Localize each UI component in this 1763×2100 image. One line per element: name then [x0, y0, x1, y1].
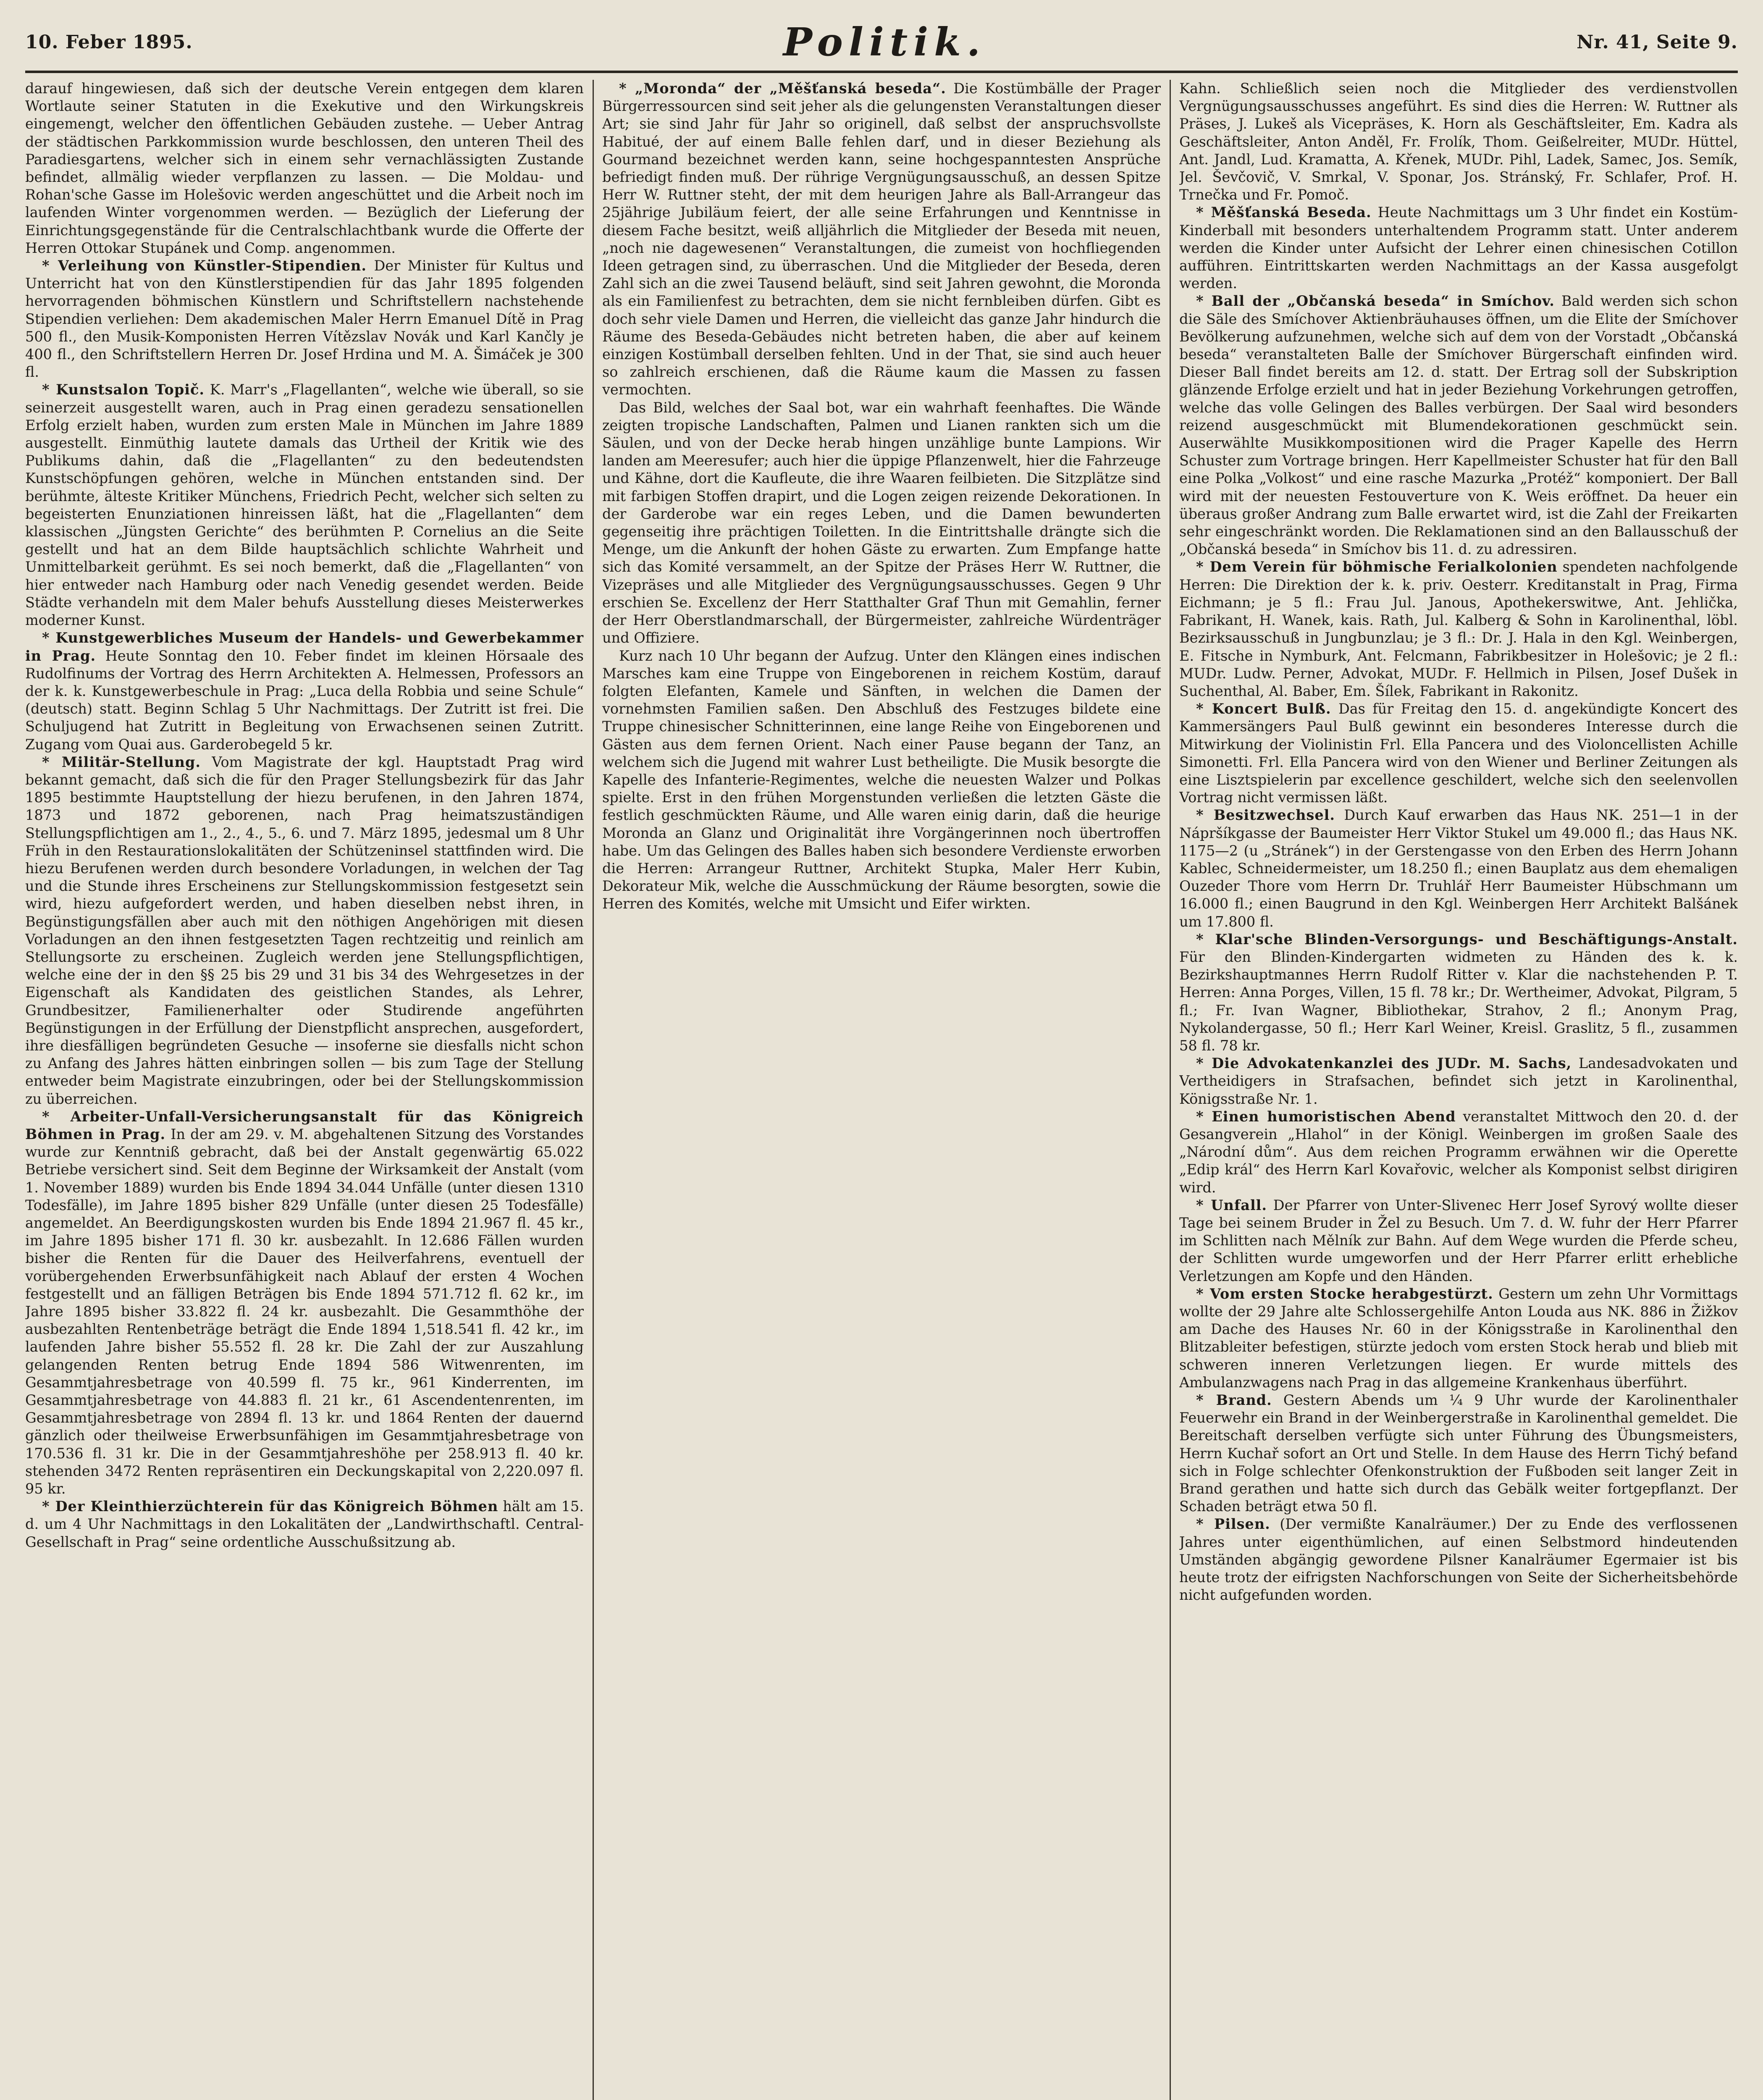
column-1 — [25, 80, 584, 2100]
article-paragraph — [1179, 80, 1738, 204]
header-date: 10. Feber 1895. — [25, 31, 193, 53]
page-header — [25, 17, 1738, 67]
article-text: Das für Freitag den 15. d. angekündigte Koncert des Kammersängers Paul Bulß gewinnt ein besonderes Interesse durch die Mitwirkung der Violinistin Frl. Ella Pancera und des Violoncellisten Achille Simonetti. Frl. Ella Pancera wird von den Wiener und Berliner Zeitungen als eine Lisztspielerin par excellence geschildert, welche sich den seelenvollen Vortrag nicht vermissen läßt. — [1179, 701, 1738, 806]
article-heading: * Unfall. — [1196, 1197, 1267, 1213]
article-heading: * Arbeiter-Unfall-Versicherungsanstalt für das Königreich Böhmen in Prag. — [25, 1108, 584, 1142]
article-heading: * Die Advokatenkanzlei des JUDr. M. Sachs, — [1196, 1055, 1572, 1072]
article-paragraph — [25, 1108, 584, 1498]
article-paragraph — [1179, 931, 1738, 1055]
article-paragraph — [1179, 558, 1738, 700]
article-paragraph — [602, 80, 1161, 399]
article-text: Heute Sonntag den 10. Feber findet im kleinen Hörsaale des Rudolfinums der Vortrag des Herrn Architekten A. Helmessen, Professors an der k. k. Kunstgewerbeschule in Prag: „Luca della Robbia und seine Schule“ (deutsch) statt. Beginn Schlag 5 Uhr Nachmittags. Der Zutritt ist frei. Die Schuljugend hat Zutritt in Begleitung von Erwachsenen seinen Zutritt. Zugang vom Quai aus. Garderobegeld 5 kr. — [25, 647, 584, 753]
article-text: Kahn. Schließlich seien noch die Mitglieder des verdienstvollen Vergnügungsausschusses angeführt. Es sind dies die Herren: W. Ruttner als Präses, J. Lukeš als Vicepräses, K. Horn als Geschäftsleiter, Em. Kadra als Geschäftsleiter, Anton Anděl, Fr. Frolík, Thom. Geißelreiter, MUDr. Hüttel, Ant. Jandl, Lud. Kramatta, A. Křenek, MUDr. Pihl, Ladek, Samec, Jos. Semík, Jel. Ševčovič, V. Smrkal, V. Sponar, Jos. Stránský, Fr. Schlafer, Prof. H. Trnečka und Fr. Pomoč. — [1179, 80, 1738, 203]
column-separator — [593, 80, 594, 2100]
header-rule — [25, 71, 1738, 73]
article-heading: * Koncert Bulß. — [1196, 701, 1331, 717]
article-paragraph — [602, 647, 1161, 913]
article-heading: * Kunstsalon Topič. — [42, 381, 205, 398]
article-text: Der Pfarrer von Unter-Slivenec Herr Josef Syrový wollte dieser Tage bei seinem Bruder in Žel zu Besuch. Um 7. d. W. fuhr der Herr Pfarrer im Schlitten nach Mělník zur Bahn. Auf dem Wege wurden die Pferde scheu, der Schlitten wurde umgeworfen und der Herr Pfarrer erlitt erhebliche Verletzungen am Kopfe und den Händen. — [1179, 1197, 1738, 1284]
article-heading: * Militär-Stellung. — [42, 753, 201, 770]
article-paragraph — [25, 753, 584, 1108]
article-text: K. Marr's „Flagellanten“, welche wie überall, so sie seinerzeit ausgestellt waren, auch in Prag einen geradezu sensationellen Erfolg erzielt haben, wurden zum ersten Male in München im Jahre 1889 ausgestellt. Einmüthig lautete damals das Urtheil der Kritik wie des Publikums dahin, daß die „Flagellanten“ zu den bedeutendsten Kunstschöpfungen gehören, welche in München entstanden sind. Der berühmte, älteste Kritiker Münchens, Friedrich Pecht, welcher sich selten zu begeisterten Enunziationen hinreissen läßt, hat die „Flagellanten“ dem klassischen „Jüngsten Gerichte“ des berühmten P. Cornelius an die Seite gestellt und hat an dem Bilde hauptsächlich schlichte Wahrheit und Unmittelbarkeit gerühmt. Es sei noch bemerkt, daß die „Flagellanten“ von hier entweder nach Hamburg oder nach Venedig gesendet werden. Beide Städte verhandeln mit dem Maler behufs Ausstellung dieses Meisterwerkes moderner Kunst. — [25, 381, 584, 629]
column-3 — [1179, 80, 1738, 2100]
article-paragraph — [1179, 1055, 1738, 1108]
article-paragraph — [1179, 1285, 1738, 1391]
column-separator — [1170, 80, 1171, 2100]
article-heading: * Měšťanská Beseda. — [1196, 204, 1372, 221]
article-text: Heute Nachmittags um 3 Uhr findet ein Kostüm-Kinderball mit besonders unterhaltendem Programm statt. Unter anderem werden die Kinder unter Aufsicht der Lehrer einen chinesischen Cotillon aufführen. Eintrittskarten werden Nachmittags an der Kassa ausgefolgt werden. — [1179, 204, 1738, 292]
article-text: Bald werden sich schon die Säle des Smíchover Aktienbräuhauses öffnen, um die Elite der Smíchover Bevölkerung aufzunehmen, welche sich auf dem von der Vorstadt „Občanská beseda“ veranstalteten Balle der Smíchover Bürgerschaft einfinden wird. Dieser Ball findet bereits am 12. d. statt. Der Ertrag soll der Subskription glänzende Erfolge erzielt und hat in jeder Beziehung Vorkehrungen getroffen, welche das volle Gelingen des Balles verbürgen. Der Saal wird besonders reizend ausgeschmückt mit Blumendekorationen geschmückt sein. Auserwählte Musikkompositionen wird die Prager Kapelle des Herrn Schuster zum Vortrage bringen. Herr Kapellmeister Schuster hat für den Ball eine Polka „Volkost“ und eine rasche Mazurka „Protéž“ komponiert. Der Ball wird mit der neuesten Festouverture von K. Weis eröffnet. Da heuer ein überaus großer Andrang zum Balle erwartet wird, ist die Zahl der Freikarten sehr eingeschränkt worden. Die Reklamationen sind an den Ballausschuß der „Občanská beseda“ in Smíchov bis 11. d. zu adressiren. — [1179, 293, 1738, 558]
article-text: Gestern um zehn Uhr Vormittags wollte der 29 Jahre alte Schlossergehilfe Anton Louda aus NK. 886 in Žižkov am Dache des Hauses Nr. 60 in der Königsstraße in Karolinenthal den Blitzableiter befestigen, stürzte jedoch vom ersten Stock herab und blieb mit schweren inneren Verletzungen liegen. Er wurde mittels des Ambulanzwagens nach Prag in das allgemeine Krankenhaus überführt. — [1179, 1285, 1738, 1391]
article-heading: * Der Kleinthierzüchterein für das Königreich Böhmen — [42, 1498, 498, 1515]
article-text: (Der vermißte Kanalräumer.) Der zu Ende des verflossenen Jahres unter eigenthümlichen, auf einen Selbstmord hindeutenden Umständen abgängig gewordene Pilsner Kanalräumer Egermaier ist bis heute trotz der eifrigsten Nachforschungen von Seite der Sicherheitsbehörde nicht aufgefunden worden. — [1179, 1516, 1738, 1604]
article-text: In der am 29. v. M. abgehaltenen Sitzung des Vorstandes wurde zur Kenntniß gebracht, daß bei der Anstalt gegenwärtig 65.022 Betriebe versichert sind. Seit dem Beginne der Wirksamkeit der Anstalt (vom 1. November 1889) wurden bis Ende 1894 34.044 Unfälle (unter diesen 1310 Todesfälle), im Jahre 1895 bisher 829 Unfälle (unter diesen 25 Todesfälle) angemeldet. An Beerdigungskosten wurden bis Ende 1894 21.967 fl. 45 kr., im Jahre 1895 bisher 171 fl. 30 kr. ausbezahlt. In 12.686 Fällen wurden bisher die Renten für die Dauer des Heilverfahrens, eventuell der vorübergehenden Erwerbsunfähigkeit nach Ablauf der ersten 4 Wochen festgestellt und an fälligen Beträgen bis Ende 1894 571.712 fl. 62 kr., im Jahre 1895 bisher 33.822 fl. 24 kr. ausbezahlt. Die Gesammthöhe der ausbezahlten Rentenbeträge beträgt die Ende 1894 1,518.541 fl. 42 kr., im laufenden Jahre bisher 55.552 fl. 28 kr. Die Zahl der zur Auszahlung gelangenden Renten betrug Ende 1894 586 Witwenrenten, im Gesammtjahresbetrage von 40.599 fl. 75 kr., 961 Kinderrenten, im Gesammtjahresbetrage von 44.883 fl. 21 kr., 61 Ascendentenrenten, im Gesammtjahresbetrage von 2894 fl. 13 kr. und 1864 Renten der dauernd gänzlich oder theilweise Erwerbsunfähigen im Gesammtjahresbetrage von 170.536 fl. 31 kr. Die in der Gesammtjahreshöhe per 258.913 fl. 40 kr. stehenden 3472 Renten repräsentiren ein Deckungskapital von 2,220.097 fl. 95 kr. — [25, 1126, 584, 1497]
article-text: Für den Blinden-Kindergarten widmeten zu Händen des k. k. Bezirkshauptmannes Herrn Rudolf Ritter v. Klar die nachstehenden P. T. Herren: Anna Porges, Villen, 15 fl. 78 kr.; Dr. Wertheimer, Advokat, Pilgram, 5 fl.; Fr. Ivan Wagner, Bibliothekar, Strahov, 2 fl.; Anonym Prag, Nykolandergasse, 50 fl.; Herr Karl Weiner, Kreisl. Graslitz, 5 fl., zusammen 58 fl. 78 kr. — [1179, 948, 1738, 1054]
article-heading: * Kunstgewerbliches Museum der Handels- und Gewerbekammer in Prag. — [25, 630, 584, 664]
article-text: Landesadvokaten und Vertheidigers in Strafsachen, befindet sich jetzt in Karolinenthal, Königsstraße Nr. 1. — [1179, 1055, 1738, 1107]
article-text: Vom Magistrate der kgl. Hauptstadt Prag wird bekannt gemacht, daß sich die für den Prager Stellungsbezirk für das Jahr 1895 bestimmte Hauptstellung der hiezu berufenen, in den Jahren 1874, 1873 und 1872 geborenen, nach Prag heimatszuständigen Stellungspflichtigen am 1., 2., 4., 5., 6. und 7. März 1895, jedesmal um 8 Uhr Früh in den Restaurationslokalitäten der Schützeninsel stattfinden wird. Die hiezu Berufenen werden durch besondere Vorladungen, in welchen der Tag und die Stunde ihres Erscheinens zur Stellungskommission festgesetzt sein wird, hiezu aufgefordert werden, und haben dieselben nebst ihren, in Begünstigungsfällen aber auch mit den nöthigen Angehörigen mit diesen Vorladungen an den ihnen festgesetzten Tagen rechtzeitig und reinlich am Stellungsorte zu erscheinen. Zugleich werden jene Stellungspflichtigen, welche eine der in den §§ 25 bis 29 und 31 bis 34 des Wehrgesetzes in der Eigenschaft als Kandidaten des geistlichen Standes, als Lehrer, Grundbesitzer, Familienerhalter oder Studirende angeführten Begünstigungen in der Erfüllung der Dienstpflicht ansprechen, ausgefordert, ihre diesfälligen begründeten Gesuche — insoferne sie diesfalls nicht schon zu Anfang des Jahres hätten einbringen sollen — bis zum Tage der Stellung entweder beim Magistrate einzubringen, oder bei der Stellungskommission zu überreichen. — [25, 753, 584, 1107]
article-paragraph — [1179, 292, 1738, 558]
article-paragraph — [25, 381, 584, 629]
article-paragraph — [1179, 1515, 1738, 1604]
article-heading: * Besitzwechsel. — [1196, 807, 1335, 824]
header-title: Politik. — [783, 19, 986, 65]
article-text: hält am 15. d. um 4 Uhr Nachmittags in den Lokalitäten der „Landwirthschaftl. Central-Gesellschaft in Prag“ seine ordentliche Ausschußsitzung ab. — [25, 1498, 584, 1550]
article-paragraph — [25, 1498, 584, 1551]
article-heading: * Einen humoristischen Abend — [1196, 1108, 1456, 1125]
article-paragraph — [1179, 806, 1738, 930]
article-text: Das Bild, welches der Saal bot, war ein wahrhaft feenhaftes. Die Wände zeigten tropische Landschaften, Palmen und Lianen rankten sich um die Säulen, und von der Decke herab hingen unzählige bunte Lampions. Wir landen am Meeresufer; auch hier die üppige Pflanzenwelt, hier die Fahrzeuge und Kähne, dort die Kaufleute, die ihre Waaren feilbieten. Die Sitzplätze sind mit farbigen Stoffen drapirt, und die Logen zeigen reizende Dekorationen. In der Garderobe war ein reges Leben, und die Damen bewunderten gegenseitig ihre prächtigen Toiletten. In die Eintrittshalle drängte sich die Menge, um die Ankunft der hohen Gäste zu erwarten. Zum Empfange hatte sich das Komité versammelt, an der Spitze der Präses Herr W. Ruttner, die Vizepräses und alle Mitglieder des Vergnügungsausschusses. Gegen 9 Uhr erschien Se. Excellenz der Herr Statthalter Graf Thun mit Gemahlin, ferner der Herr Oberstlandmarschall, der Bürgermeister, zahlreiche Würdenträger und Offiziere. — [602, 399, 1161, 646]
article-paragraph — [25, 629, 584, 753]
article-paragraph — [1179, 1108, 1738, 1197]
article-heading: * Verleihung von Künstler-Stipendien. — [42, 257, 367, 274]
header-issue: Nr. 41, Seite 9. — [1577, 31, 1738, 53]
article-heading: * Ball der „Občanská beseda“ in Smíchov. — [1196, 293, 1555, 310]
article-paragraph — [1179, 700, 1738, 806]
article-paragraph — [602, 399, 1161, 647]
article-text: Gestern Abends um ¼ 9 Uhr wurde der Karolinenthaler Feuerwehr ein Brand in der Weinbergerstraße in Karolinenthal gemeldet. Die Bereitschaft derselben verfügte sich unter Führung des Übungsmeisters, Herrn Kuchař sofort an Ort und Stelle. In dem Hause des Herrn Tichý befand sich in Folge schlechter Ofenkonstruktion der Fußboden seit langer Zeit in Brand gerathen und hatte sich durch das Gebälk weiter fortgepflanzt. Der Schaden beträgt etwa 50 fl. — [1179, 1392, 1738, 1515]
article-paragraph — [1179, 204, 1738, 292]
article-heading: * Klar'sche Blinden-Versorgungs- und Beschäftigungs-Anstalt. — [1196, 931, 1738, 948]
article-paragraph — [1179, 1197, 1738, 1285]
article-paragraph — [25, 257, 584, 381]
column-2 — [602, 80, 1161, 2100]
article-text: veranstaltet Mittwoch den 20. d. der Gesangverein „Hlahol“ in der Königl. Weinbergen im großen Saale des „Národní dům“. Aus dem reichen Programm erwähnen wir die Operette „Edip král“ des Herrn Karl Kovařovic, welcher als Komponist selbst dirigiren wird. — [1179, 1108, 1738, 1196]
article-text: Der Minister für Kultus und Unterricht hat von den Künstlerstipendien für das Jahr 1895 folgenden hervorragenden böhmischen Künstlern und Schriftstellern nachstehende Stipendien verliehen: Dem akademischen Maler Herrn Emanuel Dítě in Prag 500 fl., den Musik-Komponisten Herren Vítězslav Novák und Karl Kančly je 400 fl., den Schriftstellern Herren Dr. Josef Hrdina und M. A. Šimáček je 300 fl. — [25, 257, 584, 381]
article-heading: * Pilsen. — [1196, 1516, 1270, 1533]
article-text: Kurz nach 10 Uhr begann der Aufzug. Unter den Klängen eines indischen Marsches kam eine Truppe von Eingeborenen in reichem Kostüm, darauf folgten Elefanten, Kamele und Sänften, in welchen die Damen der vornehmsten Familien saßen. Den Abschluß des Festzuges bildete eine Truppe chinesischer Schnitterinnen, eine lange Reihe von Eingeborenen und Gästen aus dem fernen Orient. Nach einer Pause begann der Tanz, an welchem sich die Jugend mit wahrer Lust betheiligte. Die Musik besorgte die Kapelle des Infanterie-Regimentes, welche die neuesten Walzer und Polkas spielte. Erst in den frühen Morgenstunden verließen die letzten Gäste die festlich geschmückten Räume, und Alle waren einig darin, daß die heurige Moronda an Glanz und Originalität ihre Vorgängerinnen noch übertroffen habe. Um das Gelingen des Balles haben sich besondere Verdienste erworben die Herren: Arrangeur Ruttner, Architekt Stupka, Maler Herr Kubin, Dekorateur Mik, welche die Ausschmückung der Räume besorgten, sowie die Herren des Komités, welche mit Umsicht und Eifer wirkten. — [602, 647, 1161, 912]
article-text: Durch Kauf erwarben das Haus NK. 251—1 in der Nápršíkgasse der Baumeister Herr Viktor Stukel um 49.000 fl.; das Haus NK. 1175—2 (u „Stránek“) in der Gerstengasse von den Erben des Herrn Johann Kablec, Schneidermeister, um 18.250 fl.; einen Bauplatz aus dem ehemaligen Ouzeder Thore vom Herrn Dr. Truhlář Herr Baumeister Hübschmann um 16.000 fl.; einen Baugrund in den Kgl. Weinbergen Herr Architekt Balšánek um 17.800 fl. — [1179, 807, 1738, 930]
article-paragraph — [1179, 1391, 1738, 1515]
article-text: spendeten nachfolgende Herren: Die Direktion der k. k. priv. Oesterr. Kreditanstalt in Prag, Firma Eichmann; je 5 fl.: Frau Jul. Janous, Apothekerswitwe, Ant. Jehlička, Fabrikant, H. Wanek, kais. Rath, Jul. Kalberg & Sohn in Karolinenthal, löbl. Bezirksausschuß in Jungbunzlau; je 3 fl.: Dr. J. Hala in den Kgl. Weinbergen, E. Fitsche in Nymburk, Ant. Felcmann, Fabrikbesitzer in Holešovic; je 2 fl.: MUDr. Ludw. Perner, Advokat, MUDr. F. Hellmich in Pilsen, Josef Dušek in Suchenthal, Al. Baber, Em. Šílek, Fabrikant in Rakonitz. — [1179, 559, 1738, 699]
article-heading: * Vom ersten Stocke herabgestürzt. — [1196, 1285, 1493, 1302]
article-paragraph — [25, 80, 584, 257]
article-heading: * Dem Verein für böhmische Ferialkolonien — [1196, 559, 1558, 575]
article-text: darauf hingewiesen, daß sich der deutsche Verein entgegen dem klaren Wortlaute seiner Statuten in die Exekutive und den Wirkungskreis eingemengt, welcher den öffentlichen Gebäuden zustehe. — Ueber Antrag der städtischen Parkkommission wurde beschlossen, den unteren Theil des Paradiesgartens, welcher sich in einem sehr vernachlässigten Zustande befindet, allmälig wieder verpflanzen zu lassen. — Die Moldau- und Rohan'sche Gasse im Holešovic werden angeschüttet und die Arbeit noch im laufenden Winter vorgenommen werden. — Bezüglich der Lieferung der Einrichtungsgegenstände für die Centralschlachtbank wurde die Offerte der Herren Ottokar Stupánek und Comp. angenommen. — [25, 80, 584, 256]
article-text: Die Kostümbälle der Prager Bürgerressourcen sind seit jeher als die gelungensten Veranstaltungen dieser Art; sie sind Jahr für Jahr so originell, daß selbst der anspruchsvollste Habitué, der auf einem Balle fehlen darf, und in dieser Beziehung als Gourmand bezeichnet werden kann, seine hochgespanntesten Ansprüche befriedigt finden muß. Der rührige Vergnügungsausschuß, an dessen Spitze Herr W. Ruttner steht, der mit dem heurigen Jahre als Ball-Arrangeur das 25jährige Jubiläum feiert, der alle seine Erfahrungen und Kenntnisse in diesem Fache besitzt, weiß alljährlich die Mitglieder der Beseda mit neuen, „noch nie dagewesenen“ Veranstaltungen, die zumeist von hochfliegenden Ideen getragen sind, zu überraschen. Und die Mitglieder der Beseda, deren Zahl sich an die zwei Tausend beläuft, sind seit Jahren gewohnt, die Moronda als ein Familienfest zu betrachten, dem sie nicht fernbleiben dürfen. Gibt es doch sehr viele Damen und Herren, die vielleicht das ganze Jahr hindurch die Räume des Beseda-Gebäudes nicht betreten haben, die aber auf keinem einzigen Kostümball derselben fehlten. Und in der That, sie sind auch heuer so zahlreich erschienen, daß die Räume kaum die Massen zu fassen vermochten. — [602, 80, 1161, 398]
article-heading: * „Moronda“ der „Měšťanská beseda“. — [619, 80, 946, 97]
article-heading: * Brand. — [1196, 1392, 1272, 1409]
